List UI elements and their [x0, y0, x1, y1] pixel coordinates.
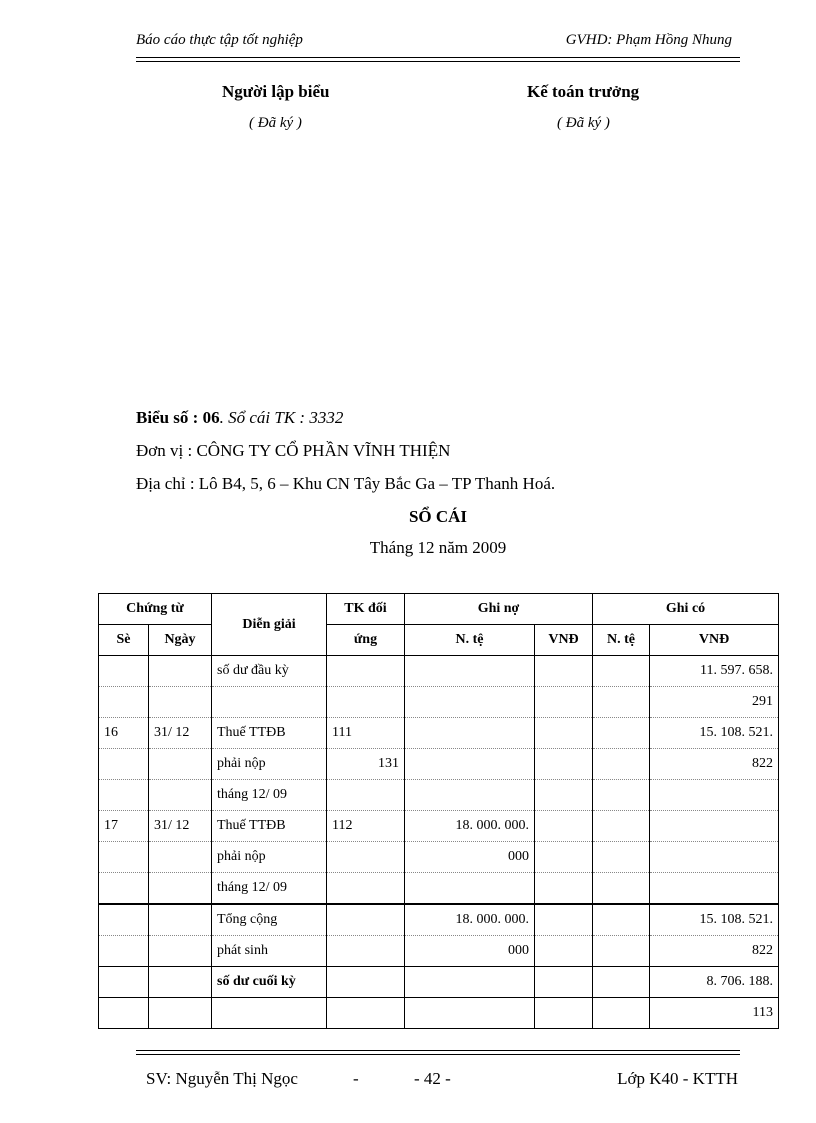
table-row — [99, 687, 779, 718]
cell-debit-vnd — [405, 656, 535, 687]
cell-credit-fx — [593, 749, 650, 780]
cell-no — [99, 998, 149, 1029]
cell-credit-vnd: 11. 597. 658. — [650, 656, 779, 687]
header-account-bottom: ứng — [327, 625, 405, 656]
cell-credit-fx — [593, 873, 650, 905]
cell-debit-vnd — [405, 998, 535, 1029]
cell-credit-vnd: 15. 108. 521. — [650, 904, 779, 936]
header-credit: Ghi có — [593, 594, 779, 625]
cell-debit-fx — [535, 656, 593, 687]
header-left: Báo cáo thực tập tốt nghiệp — [136, 32, 303, 48]
ledger-title: SỔ CÁI — [408, 507, 468, 526]
cell-desc: phải nộp — [212, 749, 327, 780]
cell-date — [149, 749, 212, 780]
header-rule-bottom — [136, 61, 740, 62]
cell-debit-vnd — [405, 718, 535, 749]
cell-no — [99, 967, 149, 998]
cell-desc — [212, 687, 327, 718]
cell-date — [149, 904, 212, 936]
cell-date — [149, 998, 212, 1029]
table-row — [99, 873, 779, 905]
cell-debit-vnd — [405, 780, 535, 811]
address-line: Địa chỉ : Lô B4, 5, 6 – Khu CN Tây Bắc Ga – TP Thanh Hoá. — [136, 474, 556, 493]
cell-debit-fx — [535, 936, 593, 967]
header-debit: Ghi nợ — [405, 594, 593, 625]
form-label: Biểu số : 06 — [136, 408, 220, 427]
cell-credit-fx — [593, 811, 650, 842]
cell-account — [327, 998, 405, 1029]
cell-debit-vnd: 000 — [405, 936, 535, 967]
cell-debit-fx — [535, 718, 593, 749]
cell-date — [149, 656, 212, 687]
cell-no — [99, 749, 149, 780]
cell-desc: số dư đầu kỳ — [212, 656, 327, 687]
table-row — [99, 656, 779, 687]
footer-rule-top — [136, 1050, 740, 1051]
table-row — [99, 749, 779, 780]
cell-debit-fx — [535, 780, 593, 811]
cell-desc: Thuế TTĐB — [212, 811, 327, 842]
cell-no: 17 — [99, 811, 149, 842]
cell-credit-fx — [593, 967, 650, 998]
cell-credit-vnd — [650, 780, 779, 811]
form-label-line — [136, 408, 343, 428]
signature-accountant-note: ( Đã ký ) — [557, 115, 610, 131]
cell-debit-vnd — [405, 687, 535, 718]
cell-credit-vnd — [650, 842, 779, 873]
cell-debit-fx — [535, 811, 593, 842]
table-row — [99, 780, 779, 811]
cell-account: 112 — [327, 811, 405, 842]
cell-credit-vnd: 8. 706. 188. — [650, 967, 779, 998]
header-voucher-date: Ngày — [149, 625, 212, 656]
cell-debit-fx — [535, 749, 593, 780]
signature-accountant-title: Kế toán trưởng — [527, 82, 640, 101]
cell-credit-vnd: 15. 108. 521. — [650, 718, 779, 749]
cell-account — [327, 904, 405, 936]
ledger-period: Tháng 12 năm 2009 — [369, 538, 507, 557]
cell-credit-fx — [593, 842, 650, 873]
cell-credit-vnd — [650, 873, 779, 905]
cell-credit-vnd: 291 — [650, 687, 779, 718]
cell-no — [99, 687, 149, 718]
cell-date — [149, 780, 212, 811]
table-row-total — [99, 904, 779, 936]
cell-desc: tháng 12/ 09 — [212, 873, 327, 905]
cell-credit-vnd: 822 — [650, 749, 779, 780]
cell-debit-vnd: 18. 000. 000. — [405, 904, 535, 936]
footer-page-number: - 42 - — [414, 1069, 451, 1088]
header-account-top: TK đối — [327, 594, 405, 625]
table-row-closing — [99, 967, 779, 998]
cell-no: 16 — [99, 718, 149, 749]
cell-debit-vnd — [405, 749, 535, 780]
header-credit-vnd: VNĐ — [650, 625, 779, 656]
cell-account — [327, 687, 405, 718]
footer-rule-bottom — [136, 1054, 740, 1055]
table-row — [99, 842, 779, 873]
cell-credit-vnd: 113 — [650, 998, 779, 1029]
table-row-total — [99, 936, 779, 967]
cell-debit-fx — [535, 842, 593, 873]
header-voucher: Chứng từ — [99, 594, 212, 625]
cell-no — [99, 780, 149, 811]
cell-debit-fx — [535, 687, 593, 718]
cell-date: 31/ 12 — [149, 811, 212, 842]
header-description: Diễn giải — [212, 594, 327, 656]
cell-desc: Thuế TTĐB — [212, 718, 327, 749]
cell-date — [149, 936, 212, 967]
cell-credit-fx — [593, 656, 650, 687]
cell-no — [99, 842, 149, 873]
cell-account: 111 — [327, 718, 405, 749]
cell-credit-vnd: 822 — [650, 936, 779, 967]
cell-credit-vnd — [650, 811, 779, 842]
cell-date: 31/ 12 — [149, 718, 212, 749]
cell-desc: số dư cuối kỳ — [212, 967, 327, 998]
header-right: GVHD: Phạm Hồng Nhung — [565, 32, 732, 48]
cell-no — [99, 873, 149, 905]
header-rule-top — [136, 57, 740, 58]
ledger-table — [98, 593, 779, 1029]
cell-credit-fx — [593, 718, 650, 749]
signature-preparer-note: ( Đã ký ) — [249, 115, 302, 131]
cell-desc — [212, 998, 327, 1029]
cell-credit-fx — [593, 904, 650, 936]
cell-account — [327, 780, 405, 811]
cell-credit-fx — [593, 998, 650, 1029]
footer-dash: - — [353, 1069, 359, 1088]
header-credit-fx: N. tệ — [593, 625, 650, 656]
header-debit-fx: N. tệ — [405, 625, 535, 656]
cell-no — [99, 936, 149, 967]
cell-desc: phát sinh — [212, 936, 327, 967]
ledger-name: . Sổ cái TK : 3332 — [219, 408, 344, 427]
cell-debit-fx — [535, 904, 593, 936]
cell-account: 131 — [327, 749, 405, 780]
cell-credit-fx — [593, 780, 650, 811]
cell-debit-vnd: 18. 000. 000. — [405, 811, 535, 842]
cell-desc: phải nộp — [212, 842, 327, 873]
cell-date — [149, 687, 212, 718]
footer-class: Lớp K40 - KTTH — [617, 1069, 738, 1088]
table-row — [99, 811, 779, 842]
cell-desc: Tổng cộng — [212, 904, 327, 936]
cell-no — [99, 904, 149, 936]
cell-debit-vnd: 000 — [405, 842, 535, 873]
cell-debit-fx — [535, 998, 593, 1029]
cell-account — [327, 967, 405, 998]
cell-debit-fx — [535, 967, 593, 998]
cell-debit-vnd — [405, 967, 535, 998]
cell-account — [327, 873, 405, 905]
cell-debit-fx — [535, 873, 593, 905]
table-row-closing — [99, 998, 779, 1029]
signature-preparer-title: Người lập biểu — [222, 82, 330, 101]
unit-line: Đơn vị : CÔNG TY CỔ PHẦN VĨNH THIỆN — [136, 441, 451, 460]
cell-date — [149, 873, 212, 905]
cell-credit-fx — [593, 936, 650, 967]
cell-debit-vnd — [405, 873, 535, 905]
cell-date — [149, 842, 212, 873]
table-row — [99, 718, 779, 749]
cell-account — [327, 936, 405, 967]
cell-date — [149, 967, 212, 998]
header-voucher-no: Sè — [99, 625, 149, 656]
cell-desc: tháng 12/ 09 — [212, 780, 327, 811]
cell-account — [327, 842, 405, 873]
cell-credit-fx — [593, 687, 650, 718]
cell-account — [327, 656, 405, 687]
header-debit-vnd: VNĐ — [535, 625, 593, 656]
cell-no — [99, 656, 149, 687]
footer-student: SV: Nguyễn Thị Ngọc — [146, 1069, 298, 1088]
